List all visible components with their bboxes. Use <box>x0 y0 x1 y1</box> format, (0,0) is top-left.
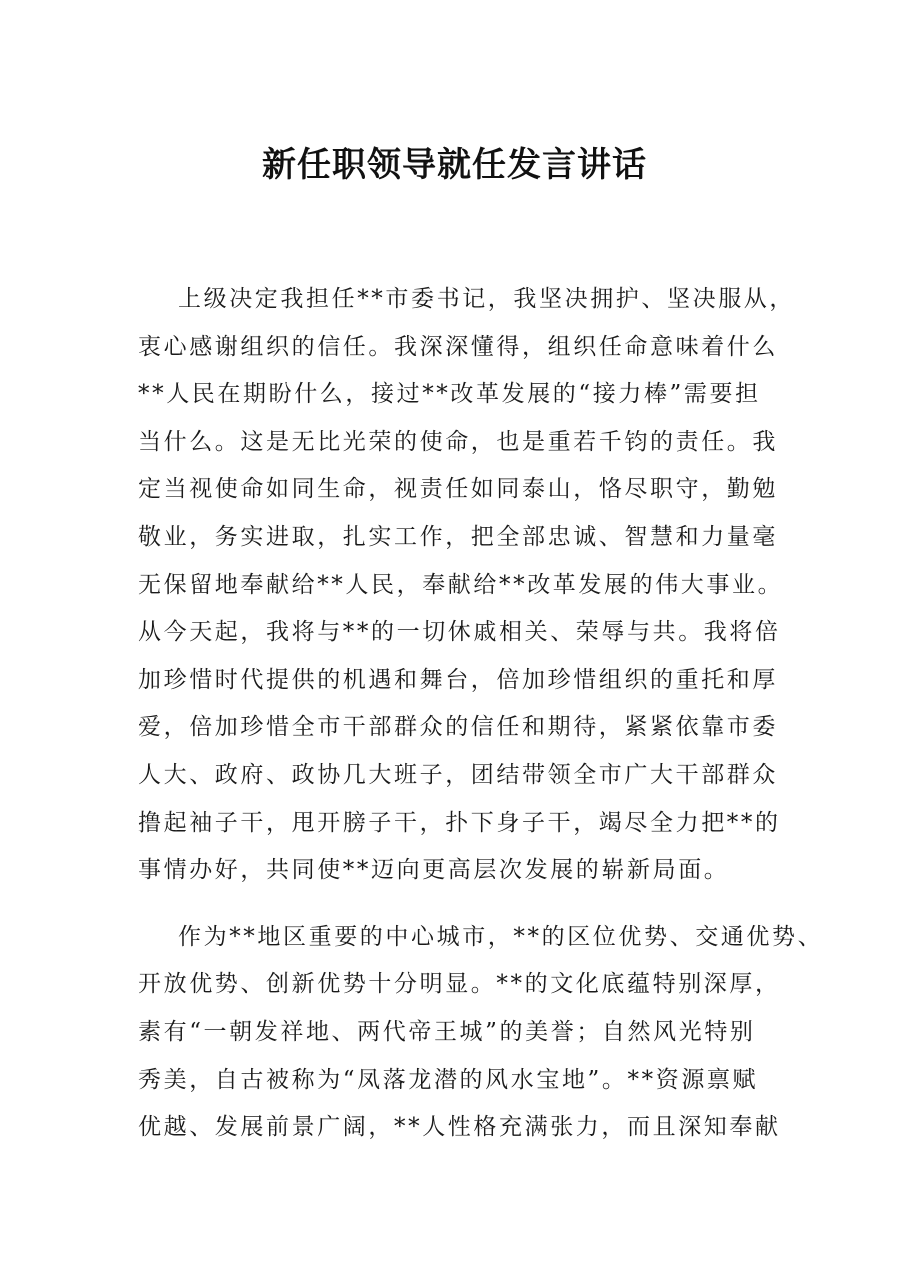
text-line: 秀美，自古被称为“凤落龙潜的风水宝地”。**资源禀赋 <box>138 1066 759 1093</box>
paragraph-1 <box>138 284 798 903</box>
text-line: 敬业，务实进取，扎实工作，把全部忠诚、智慧和力量毫 <box>138 523 778 550</box>
text-line: 开放优势、创新优势十分明显。**的文化底蕴特别深厚， <box>138 971 781 998</box>
text-line: 作为**地区重要的中心城市，**的区位优势、交通优势、 <box>178 923 824 950</box>
document-title: 新任职领导就任发言讲话 <box>262 145 647 185</box>
text-line: 爱，倍加珍惜全市干部群众的信任和期待，紧紧依靠市委 <box>138 714 778 741</box>
text-line: 从今天起，我将与**的一切休戚相关、荣辱与共。我将倍 <box>138 619 781 646</box>
text-line: 人大、政府、政协几大班子，团结带领全市广大干部群众 <box>138 761 778 788</box>
text-line: 无保留地奉献给**人民，奉献给**改革发展的伟大事业。 <box>138 571 784 598</box>
text-line: 上级决定我担任**市委书记，我坚决拥护、坚决服从， <box>178 286 795 312</box>
text-line: 衷心感谢组织的信任。我深深懂得，组织任命意味着什么 <box>138 333 778 360</box>
text-line: 加珍惜时代提供的机遇和舞台，倍加珍惜组织的重托和厚 <box>138 666 778 693</box>
text-line: 优越、发展前景广阔，**人性格充满张力，而且深知奉献 <box>138 1114 781 1141</box>
text-line: **人民在期盼什么，接过**改革发展的“接力棒”需要担 <box>138 381 761 408</box>
document-body <box>138 284 824 1179</box>
text-line: 定当视使命如同生命，视责任如同泰山，恪尽职守，勤勉 <box>138 476 778 503</box>
text-line: 当什么。这是无比光荣的使命，也是重若千钧的责任。我 <box>138 428 778 455</box>
paragraph-2 <box>138 922 824 1160</box>
text-line: 事情办好，共同使**迈向更高层次发展的崭新局面。 <box>138 857 730 884</box>
text-line: 素有“一朝发祥地、两代帝王城”的美誉；自然风光特别 <box>138 1018 756 1045</box>
text-line: 撸起袖子干，甩开膀子干，扑下身子干，竭尽全力把**的 <box>138 809 781 836</box>
